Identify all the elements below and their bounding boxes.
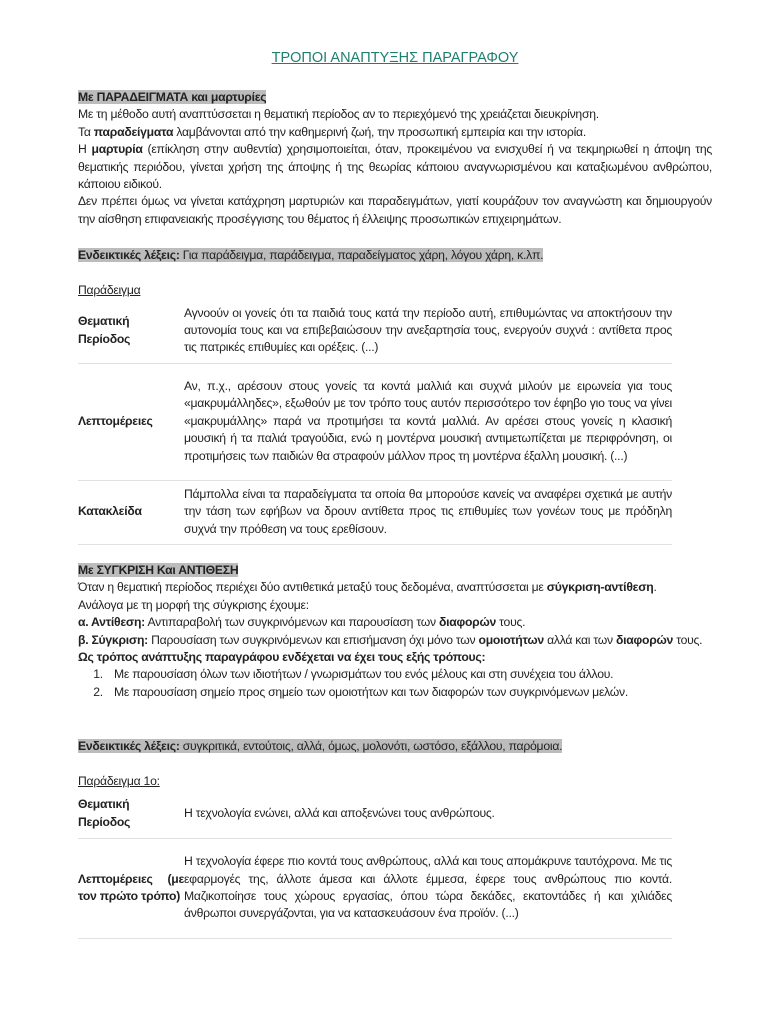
keywords-label: Ενδεικτικές λέξεις: — [78, 248, 180, 262]
row-label: Θεματική Περίοδος — [78, 797, 131, 829]
row-label: Λεπτομέρειες (με τον πρώτο τρόπο) — [78, 871, 184, 903]
paragraph — [78, 124, 712, 141]
table-row — [78, 363, 672, 480]
bold-term: μαρτυρία — [91, 142, 143, 157]
bold-term: διαφορών — [616, 632, 674, 647]
section-comparison — [78, 562, 712, 701]
paragraph: Με τη μέθοδο αυτή αναπτύσσεται η θεματική περίοδος αν το περιεχόμενό της χρειάζεται διευκρίνηση. — [78, 107, 599, 122]
paragraph: Ανάλογα με τη μορφή της σύγκρισης έχουμε: — [78, 597, 309, 612]
row-text: Αγνοούν οι γονείς ότι τα παιδιά τους κατά την περίοδο αυτή, επιθυμώντας να αποκτήσουν την αυτονομία τους και να επιβεβαιώσουν την ανεξαρτησία τους, ενεργούν συχνά : αντίθετα προς τις πατρικές επιθυμίες και ορέξεις. (...) — [184, 305, 672, 355]
bold-term: α. Αντίθεση: — [78, 615, 145, 630]
text: Παρουσίαση των συγκρινόμενων και επισήμανση όχι μόνο των — [147, 632, 479, 647]
table-row — [78, 838, 672, 938]
paragraph: Ως τρόπος ανάπτυξης παραγράφου ενδέχεται να έχει τους εξής τρόπους: — [78, 650, 486, 665]
text: τους. — [496, 615, 526, 630]
bold-term: β. Σύγκριση: — [78, 632, 148, 647]
text: Αντιπαραβολή των συγκρινόμενων και παρουσίαση των — [144, 615, 439, 630]
text: Όταν η θεματική περίοδος περιέχει δύο αντιθετικά μεταξύ τους δεδομένα, αναπτύσσεται με — [78, 580, 547, 595]
table-row — [78, 790, 672, 838]
keywords-text: Για παράδειγμα, παράδειγμα, παραδείγματος χάρη, λόγου χάρη, κ.λπ. — [179, 248, 544, 262]
text: . — [653, 580, 657, 595]
bold-term: ομοιοτήτων — [478, 632, 544, 647]
paragraph — [78, 579, 712, 596]
keywords-text: συγκριτικά, εντούτοις, αλλά, όμως, μολονότι, ωστόσο, εξάλλου, παρόμοια. — [179, 739, 563, 753]
text: Η — [78, 142, 92, 157]
paragraph — [78, 614, 712, 631]
list-item: 2. Με παρουσίαση σημείο προς σημείο των ομοιοτήτων και των διαφορών των συγκρινόμενων μελών. — [106, 684, 712, 701]
example-table — [78, 790, 672, 939]
document-title: ΤΡΟΠΟΙ ΑΝΑΠΤΥΞΗΣ ΠΑΡΑΓΡΑΦΟΥ — [271, 50, 519, 66]
row-text: Η τεχνολογία έφερε πιο κοντά τους ανθρώπους, αλλά και τους απομάκρυνε ταυτόχρονα. Με τις εφαρμογές της, άλλοτε άμεσα και άλλοτε έμμεσα, έφερε τους ανθρώπους πιο κοντά. Μαζικοποίησε τους χώρους εργασίας, όπου τώρα δεκάδες, εκατοντάδες ή και χιλιάδες άνθρωποι συνεργάζονται, για να κατασκευάσουν ένα προϊόν. (...) — [184, 854, 672, 921]
row-text: Πάμπολλα είναι τα παραδείγματα τα οποία θα μπορούσε κανείς να αναφέρει σχετικά με αυτήν την τάση των εφήβων να δρουν αντίθετα προς τις επιθυμίες των γονέων τους με πρόδηλη συχνά την πρόθεση να τους ερεθίσουν. — [184, 486, 672, 536]
paragraph: Δεν πρέπει όμως να γίνεται κατάχρηση μαρτυριών και παραδειγμάτων, γιατί κουράζουν τον αναγνώστη και δημιουργούν την αίσθηση επιφανειακής προσέγγισης του θέματος ή έλλειψης προσωπικών επιχειρημάτων. — [78, 194, 712, 226]
bold-term: παραδείγματα — [93, 124, 174, 139]
bold-term: σύγκριση-αντίθεση — [546, 580, 654, 595]
row-label: Κατακλείδα — [78, 504, 142, 519]
text: (επίκληση στην αυθεντία) χρησιμοποιείται, όταν, προκειμένου να ενισχυθεί ή να τεκμηριωθεί η άποψη της θεματικής περιόδου, γίνεται χρήση της άποψης ή της θεωρίας κάποιου αναγνωρισμένου και καταξιωμένου ανθρώπου, κάποιου ειδικού. — [78, 142, 713, 192]
example-label: Παράδειγμα 1ο: — [78, 774, 160, 788]
text: αλλά και των — [543, 632, 617, 647]
keywords-line — [78, 738, 562, 755]
section-heading: Με ΣΥΓΚΡΙΣΗ Και ΑΝΤΙΘΕΣΗ — [78, 563, 239, 577]
paragraph — [78, 632, 712, 649]
section-heading: Με ΠΑΡΑΔΕΙΓΜΑΤΑ και μαρτυρίες — [78, 90, 267, 104]
text: τους. — [673, 632, 703, 647]
row-label: Θεματική Περίοδος — [78, 314, 131, 346]
text: λαμβάνονται από την καθημερινή ζωή, την προσωπική εμπειρία και την ιστορία. — [173, 124, 586, 139]
example-table — [78, 299, 672, 545]
section-examples — [78, 89, 712, 228]
paragraph — [78, 141, 712, 193]
keywords-label: Ενδεικτικές λέξεις: — [78, 739, 180, 753]
row-label: Λεπτομέρειες — [78, 413, 153, 428]
list-item: 1. Με παρουσίαση όλων των ιδιοτήτων / γνωρισμάτων του ενός μέλους και στη συνέχεια του άλλου. — [106, 666, 712, 683]
example-label: Παράδειγμα — [78, 283, 141, 297]
ways-list — [78, 666, 712, 701]
row-text: Αν, π.χ., αρέσουν στους γονείς τα κοντά μαλλιά και συχνά μιλούν με ειρωνεία για τους «μακρυμάλληδες», εξωθούν με τον τρόπο τους αυτόν περισσότερο τον έφηβο γιο τους να γίνει «μακρυμάλλης» παρά να προτιμήσει τα κοντά μαλλιά. Αν αρέσει στους γονείς η κλασική μουσική ή τα παλιά τραγούδια, ενώ η μοντέρνα μουσική αντιμετωπίζεται με περιφρόνηση, οι προτιμήσεις των παιδιών θα στραφούν μάλλον προς τη μοντέρνα έξαλλη μουσική. (...) — [184, 378, 672, 463]
keywords-highlight — [78, 739, 562, 753]
keywords-line — [78, 247, 543, 264]
table-row — [78, 480, 672, 544]
text: Τα — [78, 124, 94, 139]
table-row — [78, 299, 672, 363]
row-text: Η τεχνολογία ενώνει, αλλά και αποξενώνει τους ανθρώπους. — [184, 806, 495, 821]
bold-term: διαφορών — [438, 615, 497, 630]
keywords-highlight — [78, 248, 543, 262]
